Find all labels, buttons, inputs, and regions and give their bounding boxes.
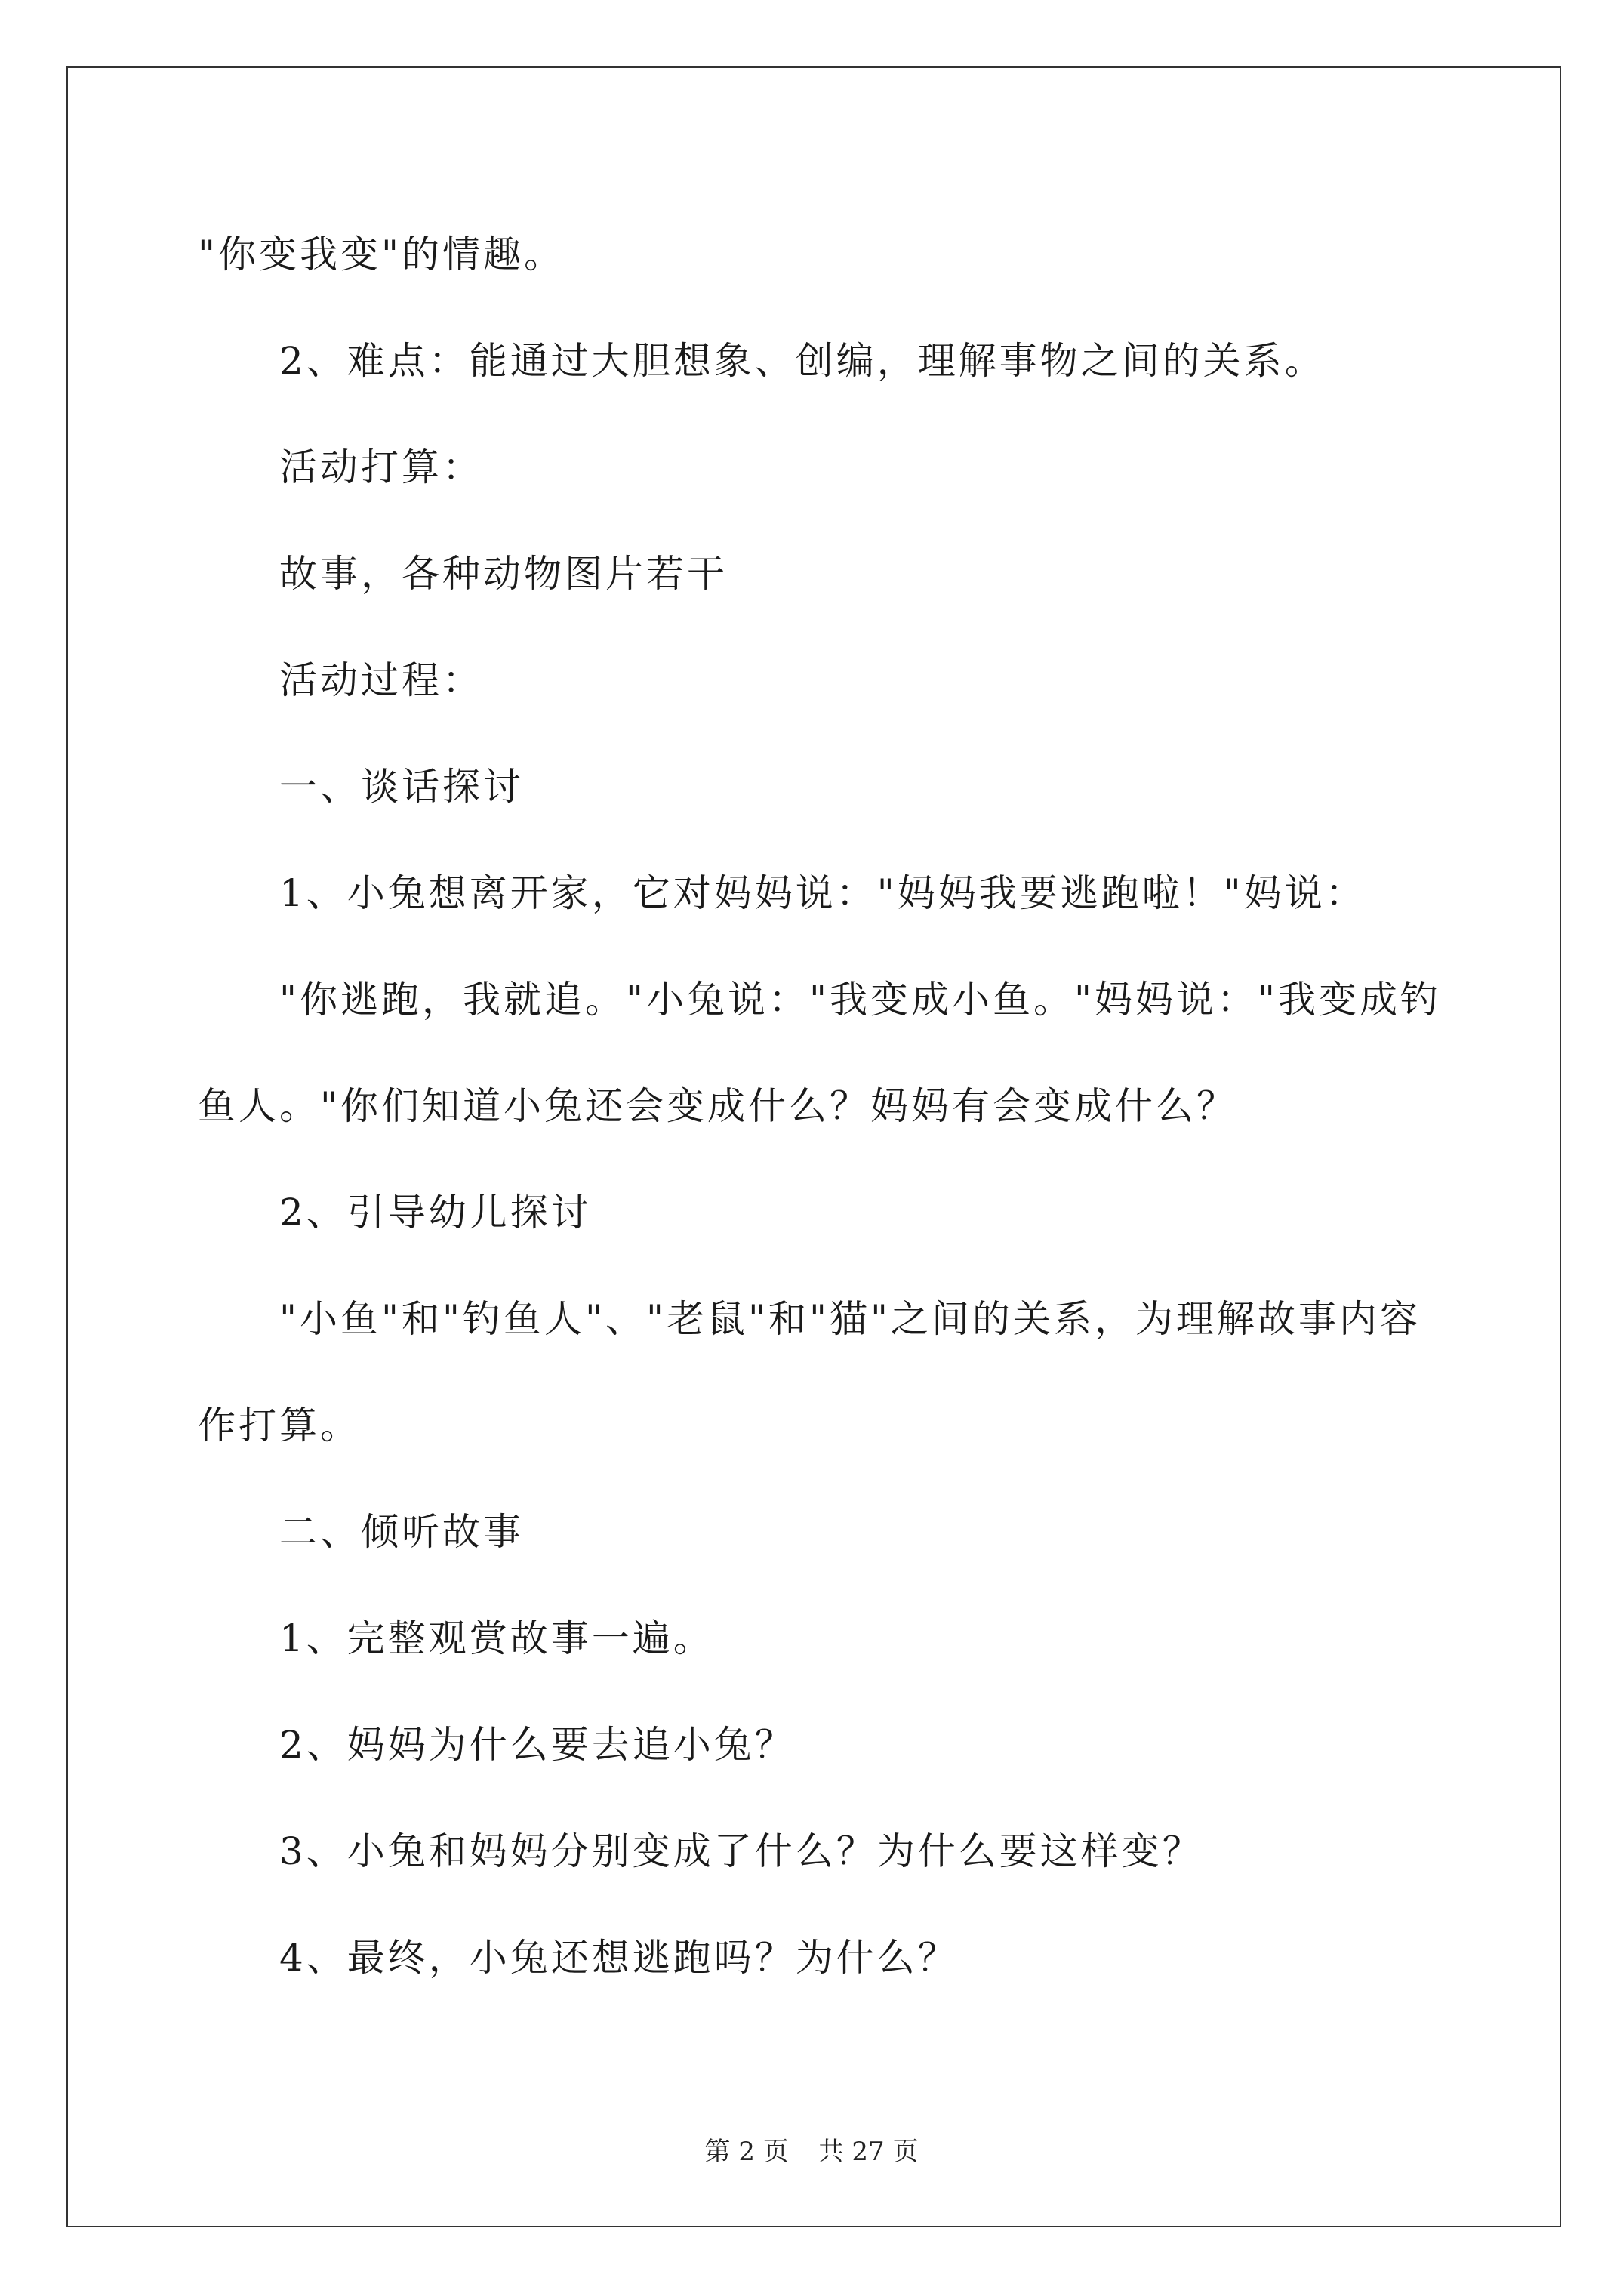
page-number: 第 2 页 — [704, 2137, 789, 2167]
text-line: "你逃跑，我就追。"小兔说："我变成小鱼。"妈妈说："我变成钓 — [279, 978, 1441, 1022]
text-line: 活动过程： — [279, 658, 483, 702]
text-line: 作打算。 — [198, 1404, 361, 1447]
text-line: 1、小兔想离开家，它对妈妈说："妈妈我要逃跑啦！"妈说： — [279, 871, 1366, 915]
text-line: 活动打算： — [279, 445, 483, 489]
text-line: 2、妈妈为什么要去追小兔？ — [279, 1723, 796, 1767]
page-total: 共 27 页 — [818, 2137, 919, 2167]
text-line: "你变我变"的情趣。 — [198, 233, 565, 276]
text-line: 鱼人。"你们知道小兔还会变成什么？妈妈有会变成什么？ — [198, 1084, 1237, 1128]
page-frame — [66, 66, 1561, 2227]
text-line: 二、倾听故事 — [279, 1510, 524, 1554]
text-line: "小鱼"和"钓鱼人"、"老鼠"和"猫"之间的关系，为理解故事内容 — [279, 1297, 1421, 1341]
page-footer — [0, 2137, 1623, 2167]
text-line: 2、引导幼儿探讨 — [279, 1191, 592, 1234]
text-line: 1、完整观赏故事一遍。 — [279, 1616, 714, 1660]
text-line: 2、难点：能通过大胆想象、创编，理解事物之间的关系。 — [279, 339, 1326, 383]
text-line: 一、谈话探讨 — [279, 765, 524, 809]
text-line: 3、小兔和妈妈分别变成了什么？为什么要这样变？ — [279, 1829, 1203, 1873]
text-line: 4、最终，小兔还想逃跑吗？为什么？ — [279, 1936, 959, 1980]
text-line: 故事，各种动物图片若干 — [279, 552, 728, 596]
